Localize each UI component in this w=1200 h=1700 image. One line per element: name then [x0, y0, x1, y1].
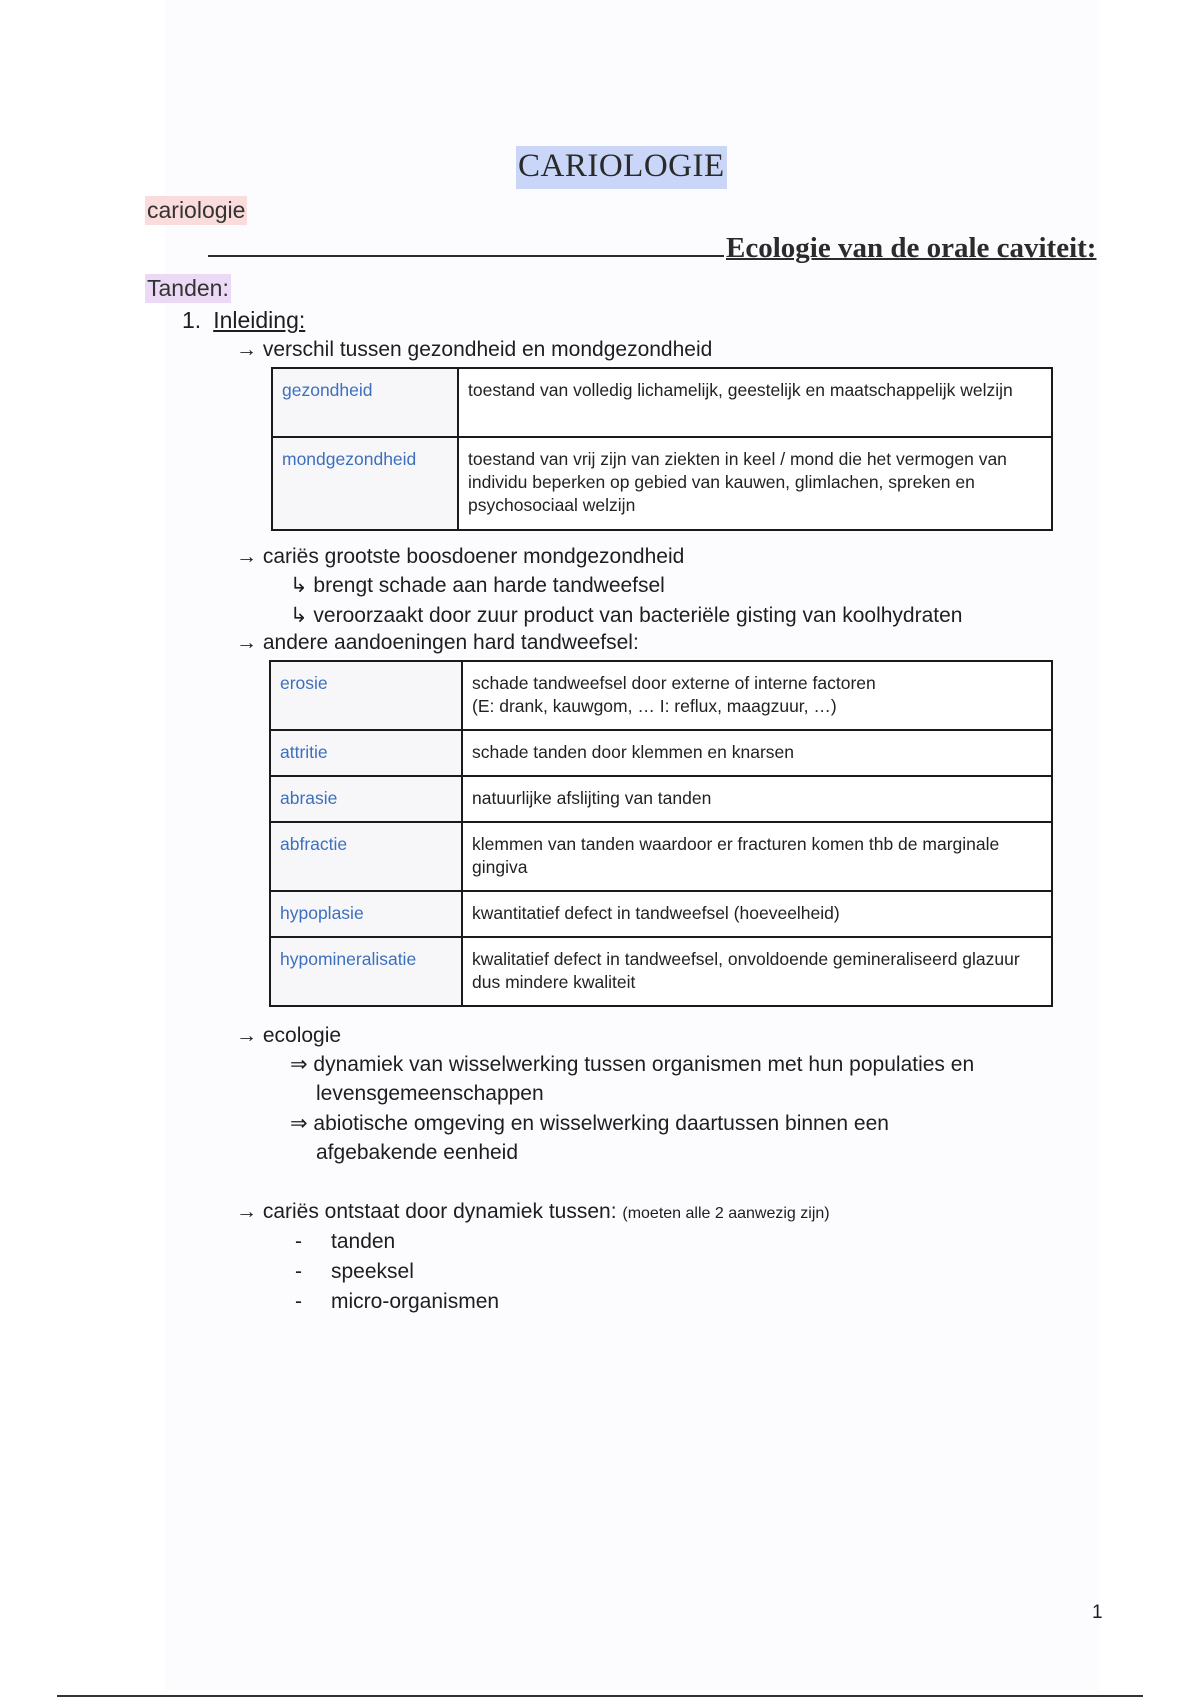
description-line-examples: (E: drank, kauwgom, … I: reflux, maagzuur, …): [472, 696, 837, 716]
definitions-table-disorders: [269, 660, 1053, 1007]
line-verschil: → verschil tussen gezondheid en mondgezondheid: [236, 338, 713, 361]
line-ecologie-definition-1-cont: levensgemeenschappen: [316, 1082, 544, 1105]
heading-underline-rule: [208, 255, 724, 257]
heading-label: Inleiding:: [213, 307, 306, 333]
table-row: [270, 937, 1052, 1006]
list-item: [295, 1230, 396, 1254]
line-veroorzaakt: ↳ veroorzaakt door zuur product van bacteriële gisting van koolhydraten: [290, 604, 963, 627]
list-item-text: tanden: [331, 1230, 396, 1253]
description-cell: natuurlijke afslijting van tanden: [462, 776, 1052, 822]
tag-cariologie: cariologie: [147, 197, 246, 223]
line-caries-ontstaat: [236, 1200, 830, 1224]
page-title: CARIOLOGIE: [516, 146, 727, 189]
table-row: [270, 661, 1052, 730]
description-cell: toestand van vrij zijn van ziekten in keel / mond die het vermogen van individu beperken op gebied van kauwen, glimlachen, spreken en psychosociaal welzijn: [458, 437, 1052, 530]
term-cell: erosie: [270, 661, 462, 730]
term-cell: gezondheid: [272, 368, 458, 437]
caries-ontstaat-text: → cariës ontstaat door dynamiek tussen:: [236, 1200, 617, 1223]
line-schade: ↳ brengt schade aan harde tandweefsel: [290, 574, 665, 597]
caries-ontstaat-note: (moeten alle 2 aanwezig zijn): [622, 1205, 830, 1222]
line-ecologie-definition-2-cont: afgebakende eenheid: [316, 1141, 519, 1164]
line-ecologie-definition-1: ⇒ dynamiek van wisselwerking tussen organismen met hun populaties en: [290, 1053, 975, 1076]
list-item-text: speeksel: [331, 1260, 414, 1283]
table-row: [272, 368, 1052, 437]
heading-number: 1.: [182, 307, 202, 333]
description-cell: kwantitatief defect in tandweefsel (hoeveelheid): [462, 891, 1052, 937]
tag-tanden: Tanden:: [147, 275, 229, 301]
section-heading: [208, 232, 1103, 265]
section-heading-text: Ecologie van de orale caviteit:: [726, 232, 1097, 264]
table-row: [272, 437, 1052, 530]
page-number: 1: [1092, 1602, 1103, 1623]
table-row: [270, 776, 1052, 822]
term-cell: hypomineralisatie: [270, 937, 462, 1006]
list-item-text: micro-organismen: [331, 1290, 500, 1313]
numbered-heading: [182, 307, 305, 334]
line-andere-aandoeningen: → andere aandoeningen hard tandweefsel:: [236, 631, 639, 654]
list-marker: -: [295, 1260, 302, 1283]
description-cell: schade tanden door klemmen en knarsen: [462, 730, 1052, 776]
description-line: schade tandweefsel door externe of interne factoren: [472, 673, 876, 693]
description-cell: klemmen van tanden waardoor er fracturen komen thb de marginale gingiva: [462, 822, 1052, 891]
description-cell: [462, 661, 1052, 730]
list-marker: -: [295, 1230, 302, 1253]
table-row: [270, 730, 1052, 776]
term-cell: attritie: [270, 730, 462, 776]
page-bottom-rule: [57, 1695, 1143, 1697]
list-item: [295, 1260, 414, 1284]
line-ecologie: → ecologie: [236, 1024, 342, 1047]
term-cell: mondgezondheid: [272, 437, 458, 530]
list-item: [295, 1290, 500, 1314]
line-caries-boosdoener: → cariës grootste boosdoener mondgezondheid: [236, 545, 685, 568]
description-cell: kwalitatief defect in tandweefsel, onvoldoende gemineraliseerd glazuur dus mindere kwaliteit: [462, 937, 1052, 1006]
table-row: [270, 891, 1052, 937]
line-ecologie-definition-2: ⇒ abiotische omgeving en wisselwerking daartussen binnen een: [290, 1112, 889, 1135]
list-marker: -: [295, 1290, 302, 1313]
description-cell: toestand van volledig lichamelijk, geestelijk en maatschappelijk welzijn: [458, 368, 1052, 437]
term-cell: abfractie: [270, 822, 462, 891]
table-row: [270, 822, 1052, 891]
term-cell: abrasie: [270, 776, 462, 822]
term-cell: hypoplasie: [270, 891, 462, 937]
definitions-table-health: [271, 367, 1053, 531]
